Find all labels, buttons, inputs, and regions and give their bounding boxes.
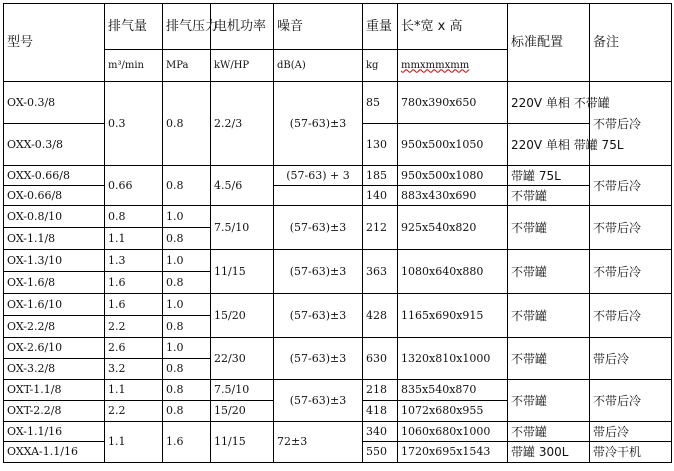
- header-flow: 排气量: [105, 4, 163, 50]
- cell-weight: 363: [363, 250, 398, 294]
- cell-model: OX-0.66/8: [4, 186, 105, 206]
- header-dims: 长*宽 x 高: [398, 4, 508, 50]
- cell-model: OXT-2.2/8: [4, 401, 105, 422]
- cell-weight: 140: [363, 186, 398, 206]
- cell-pressure: 1.0: [163, 294, 211, 316]
- cell-noise: (57-63)±3: [274, 206, 363, 250]
- cell-flow: 1.1: [105, 228, 163, 250]
- cell-weight: 130: [363, 124, 398, 166]
- cell-noise: (57-63)±3: [274, 294, 363, 338]
- cell-noise: (57-63) + 3: [274, 166, 363, 186]
- cell-flow: 2.6: [105, 338, 163, 359]
- cell-flow: 2.2: [105, 316, 163, 338]
- cell-power: 11/15: [211, 422, 274, 463]
- cell-pressure: 1.6: [163, 422, 211, 463]
- unit-weight: kg: [363, 50, 398, 82]
- unit-power: kW/HP: [211, 50, 274, 82]
- header-remark: 备注: [590, 4, 672, 82]
- cell-dims: 950x500x1050: [398, 124, 508, 166]
- table-row: [4, 166, 672, 186]
- cell-model: OX-0.3/8: [4, 82, 105, 124]
- header-weight: 重量: [363, 4, 398, 50]
- cell-flow: 1.3: [105, 250, 163, 272]
- header-config: 标准配置: [508, 4, 590, 82]
- cell-flow: 0.3: [105, 82, 163, 166]
- table-row: [4, 206, 672, 228]
- cell-config: 带罐 75L: [508, 166, 590, 186]
- header-row: [4, 4, 672, 50]
- cell-flow: 1.6: [105, 294, 163, 316]
- cell-noise: (57-63)±3: [274, 380, 363, 422]
- cell-model: OX-2.2/8: [4, 316, 105, 338]
- cell-model: OXT-1.1/8: [4, 380, 105, 401]
- header-noise: 噪音: [274, 4, 363, 50]
- cell-dims: 1165x690x915: [398, 294, 508, 338]
- cell-pressure: 1.0: [163, 338, 211, 359]
- cell-power: 22/30: [211, 338, 274, 380]
- cell-flow: 0.8: [105, 206, 163, 228]
- cell-noise-empty: [274, 186, 363, 206]
- cell-pressure: 0.8: [163, 82, 211, 166]
- cell-weight: 185: [363, 166, 398, 186]
- cell-noise: 72±3: [274, 422, 363, 463]
- cell-dims: 780x390x650: [398, 82, 508, 124]
- header-pressure: 排气压力: [163, 4, 211, 50]
- cell-remark: 不带后冷: [590, 166, 672, 206]
- header-power: 电机功率: [211, 4, 274, 50]
- unit-noise: dB(A): [274, 50, 363, 82]
- table-row: [4, 422, 672, 442]
- cell-config: 不带罐: [508, 294, 590, 338]
- cell-config: 带罐 300L: [508, 442, 590, 463]
- cell-power: 2.2/3: [211, 82, 274, 166]
- cell-config: 不带罐: [508, 206, 590, 250]
- cell-remark: 不带后冷: [590, 294, 672, 338]
- cell-pressure: 1.0: [163, 206, 211, 228]
- cell-power: 7.5/10: [211, 380, 274, 401]
- cell-model: OX-1.3/10: [4, 250, 105, 272]
- cell-power: 7.5/10: [211, 206, 274, 250]
- cell-weight: 85: [363, 82, 398, 124]
- cell-pressure: 1.0: [163, 250, 211, 272]
- cell-weight: 630: [363, 338, 398, 380]
- cell-model: OX-0.8/10: [4, 206, 105, 228]
- cell-flow: 0.66: [105, 166, 163, 206]
- cell-flow: 1.1: [105, 380, 163, 401]
- cell-remark: 不带后冷: [590, 82, 672, 166]
- cell-flow: 1.1: [105, 422, 163, 463]
- cell-pressure: 0.8: [163, 316, 211, 338]
- cell-config: 不带罐: [508, 380, 590, 422]
- cell-dims: 1080x640x880: [398, 250, 508, 294]
- cell-config: 不带罐: [508, 422, 590, 442]
- cell-flow: 3.2: [105, 359, 163, 380]
- cell-model: OXX-0.66/8: [4, 166, 105, 186]
- cell-model: OX-1.1/8: [4, 228, 105, 250]
- cell-pressure: 0.8: [163, 359, 211, 380]
- cell-flow: 1.6: [105, 272, 163, 294]
- cell-pressure: 0.8: [163, 228, 211, 250]
- cell-dims: 1072x680x955: [398, 401, 508, 422]
- cell-weight: 340: [363, 422, 398, 442]
- cell-remark: 带冷干机: [590, 442, 672, 463]
- cell-dims: 1060x680x1000: [398, 422, 508, 442]
- cell-config: 220V 单相 带罐 75L: [508, 124, 590, 166]
- cell-remark: 不带后冷: [590, 206, 672, 250]
- cell-weight: 218: [363, 380, 398, 401]
- cell-config: 不带罐: [508, 250, 590, 294]
- cell-power: 15/20: [211, 294, 274, 338]
- cell-dims: 1320x810x1000: [398, 338, 508, 380]
- cell-pressure: 0.8: [163, 380, 211, 401]
- cell-remark: 带后冷: [590, 422, 672, 442]
- cell-weight: 212: [363, 206, 398, 250]
- cell-dims: 883x430x690: [398, 186, 508, 206]
- cell-dims: 925x540x820: [398, 206, 508, 250]
- cell-model: OX-1.6/10: [4, 294, 105, 316]
- cell-remark: 带后冷: [590, 338, 672, 380]
- cell-power: 15/20: [211, 401, 274, 422]
- cell-remark: 不带后冷: [590, 380, 672, 422]
- cell-dims: 1720x695x1543: [398, 442, 508, 463]
- cell-weight: 418: [363, 401, 398, 422]
- cell-noise: (57-63)±3: [274, 250, 363, 294]
- table-row: [4, 186, 672, 206]
- cell-noise: (57-63)±3: [274, 338, 363, 380]
- cell-config: 不带罐: [508, 186, 590, 206]
- cell-model: OX-1.6/8: [4, 272, 105, 294]
- cell-model: OX-1.1/16: [4, 422, 105, 442]
- table-row: [4, 82, 672, 124]
- cell-pressure: 0.8: [163, 401, 211, 422]
- cell-weight: 550: [363, 442, 398, 463]
- unit-pressure: MPa: [163, 50, 211, 82]
- cell-model: OX-3.2/8: [4, 359, 105, 380]
- cell-model: OXX-0.3/8: [4, 124, 105, 166]
- cell-power: 11/15: [211, 250, 274, 294]
- cell-dims: 835x540x870: [398, 380, 508, 401]
- cell-flow: 2.2: [105, 401, 163, 422]
- cell-dims: 950x500x1080: [398, 166, 508, 186]
- table-row: [4, 338, 672, 359]
- table-row: [4, 294, 672, 316]
- cell-weight: 428: [363, 294, 398, 338]
- cell-config: 不带罐: [508, 338, 590, 380]
- cell-noise: (57-63)±3: [274, 82, 363, 166]
- cell-pressure: 0.8: [163, 272, 211, 294]
- cell-config: 220V 单相 不带罐: [508, 82, 590, 124]
- table-row: [4, 380, 672, 401]
- unit-dims: mmxmmxmm: [398, 50, 508, 82]
- cell-model: OX-2.6/10: [4, 338, 105, 359]
- table-row: [4, 250, 672, 272]
- spec-table: [3, 3, 672, 463]
- cell-pressure: 0.8: [163, 166, 211, 206]
- header-model: 型号: [4, 4, 105, 82]
- cell-remark: 不带后冷: [590, 250, 672, 294]
- cell-power: 4.5/6: [211, 166, 274, 206]
- unit-flow: m³/min: [105, 50, 163, 82]
- cell-model: OXXA-1.1/16: [4, 442, 105, 463]
